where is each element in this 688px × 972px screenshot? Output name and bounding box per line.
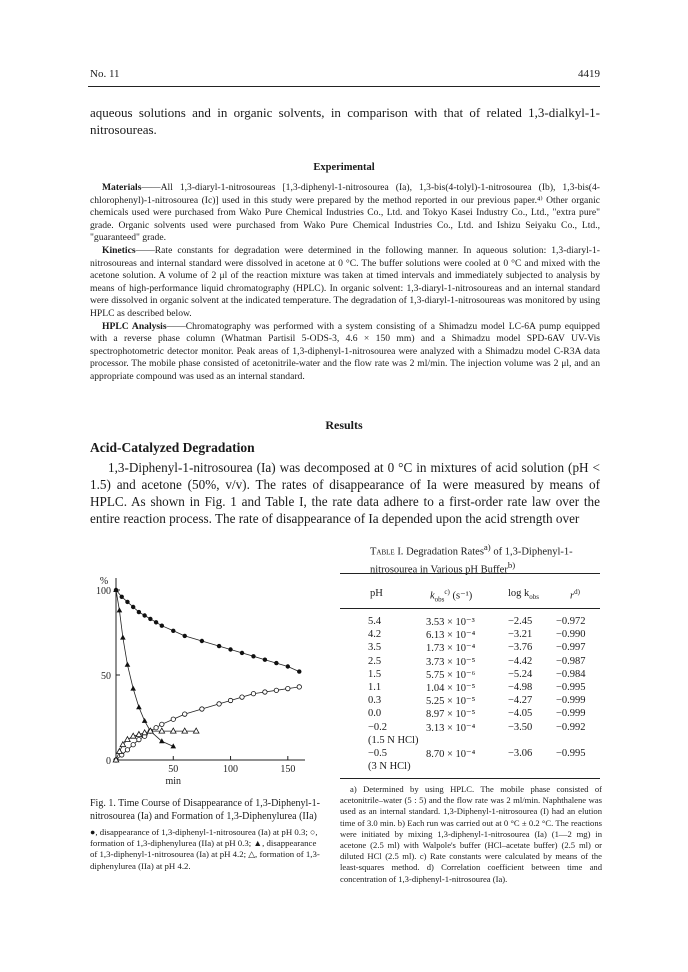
data-point-open-circle (131, 743, 135, 747)
data-point-filled-circle (160, 624, 164, 628)
data-point-filled-triangle (136, 704, 142, 709)
logk-sub: obs (529, 593, 540, 602)
data-point-open-circle (297, 685, 301, 689)
table-cell-logk: −3.21 (508, 629, 533, 641)
table-cell-kobs: 3.13 × 10⁻⁴ (426, 722, 476, 734)
figure-caption-title: Fig. 1. Time Course of Disappearance of 1,3-Diphenyl-1-nitrosourea (Ia) and Formation of 1,3-Diphenylurea (IIa) (90, 798, 320, 822)
table-cell-kobs: 5.75 × 10⁻⁶ (426, 669, 476, 681)
table-caption-sup: a) (483, 542, 491, 552)
table-cell-kobs: 1.73 × 10⁻⁴ (426, 643, 476, 655)
r-symbol: r (570, 590, 575, 602)
table-rule-top (340, 573, 600, 574)
data-point-filled-circle (137, 610, 141, 614)
table-cell-r: −0.999 (556, 708, 586, 720)
data-point-filled-circle (286, 664, 290, 668)
x-tick-label: 50 (168, 764, 179, 775)
table-cell-kobs: 6.13 × 10⁻⁴ (426, 630, 476, 642)
results-text: 1,3-Diphenyl-1-nitrosourea (Ia) was decomposed at 0 °C in mixtures of acid solution (pH < 1.5) and acetone (50%, v/v). The rates of disappearance of Ia were measured by means of HPLC. As shown in Fig. 1 and Table I, the rate data adhere to a first-order rate law over the entire reaction process. The rate of disappearance of Ia depended upon the acid strength over (90, 460, 600, 526)
data-point-open-circle (171, 717, 175, 721)
data-point-filled-circle (217, 644, 221, 648)
table-cell-logk: −3.76 (508, 642, 533, 654)
data-point-filled-circle (297, 669, 301, 673)
data-point-open-circle (125, 748, 129, 752)
data-point-open-circle (137, 737, 141, 741)
data-point-open-triangle (125, 737, 131, 742)
data-point-filled-circle (263, 658, 267, 662)
k-sup: c) (444, 588, 450, 596)
data-point-filled-circle (125, 600, 129, 604)
table-cell-logk: −4.98 (508, 682, 533, 693)
data-point-filled-circle (274, 661, 278, 665)
figure-caption (90, 797, 325, 872)
k-sub: obs (434, 595, 445, 604)
table-cell-ph: −0.5 (368, 748, 388, 759)
y-tick-label: 0 (106, 756, 111, 767)
results-heading: Results (325, 418, 363, 432)
data-point-open-circle (200, 707, 204, 711)
table-cell-kobs: 3.53 × 10⁻³ (426, 617, 475, 628)
hplc-paragraph: HPLC Analysis——Chromatography was performed with a system consisting of a Shimadzu model LC-6A pump equipped with a reverse phase column (Whatman Partisil 5-ODS-3, 4.6 × 150 mm) and a Shimadzu model SPD-6AV UV-Vis spectrophotometric detector monitor. Peak areas of 1,3-diphenyl-1-nitrosourea were analyzed with a Shimadzu model C-R3A data processor. The mobile phase consisted of acetonitrile-water and the flow rate was 2 ml/min. The injection volume was 2 μl, and an appropriate compound was used as an internal standard. (90, 320, 600, 382)
table-cell-ph: 1.1 (368, 682, 382, 693)
col-header-kobs (430, 588, 472, 604)
table-rule-bottom (340, 778, 600, 779)
table-cell-ph: (3 N HCl) (368, 761, 411, 773)
table-notes (340, 784, 602, 885)
data-point-open-circle (160, 722, 164, 726)
data-point-open-triangle (193, 728, 199, 733)
data-point-filled-triangle (142, 718, 148, 723)
data-point-filled-triangle (117, 607, 123, 612)
kinetics-label: Kinetics (102, 244, 136, 256)
header-rule (88, 86, 600, 87)
k-symbol: k (430, 590, 435, 602)
experimental-heading: Experimental (313, 162, 375, 173)
table-cell-logk: −3.50 (508, 721, 533, 733)
data-point-open-triangle (159, 728, 165, 733)
data-point-open-circle (183, 712, 187, 716)
table-cell-r: −0.999 (556, 695, 586, 707)
data-point-filled-circle (171, 629, 175, 633)
table-cell-logk: −4.42 (508, 655, 533, 667)
page-number: 4419 (578, 68, 600, 80)
table-cell-r: −0.987 (556, 655, 586, 667)
data-point-open-triangle (182, 728, 188, 733)
table-cell-r: −0.984 (556, 668, 586, 680)
data-point-filled-circle (120, 595, 124, 599)
table-rule-mid (340, 608, 600, 609)
data-point-filled-circle (131, 605, 135, 609)
data-point-open-circle (228, 698, 232, 702)
materials-paragraph: Materials——All 1,3-diaryl-1-nitrosoureas [1,3-diphenyl-1-nitrosourea (Ia), 1,3-bis(4-tolyl)-1-nitrosourea (Ib), 1,3-bis(4-chlorophenyl)-1-nitrosourea (Ic)] used in this study were prepared by the method reported in our previous paper.⁴⁾ Other organic chemicals used were purchased from Wako Pure Chemical Industries Co., Ltd. and Tokyo Kasei Industry Co., Ltd., "extra pure" grade. Organic solvents used were purchased from Wako Pure Chemical Industries Co., Ltd. and Ishizu Seiyaku Co., Ltd., "guaranteed" grade. (90, 182, 600, 244)
table-cell-kobs: 5.25 × 10⁻⁵ (426, 696, 476, 708)
table-cell-ph: 5.4 (368, 616, 382, 627)
logk-symbol: log k (508, 588, 530, 599)
table-notes-text: a) Determined by using HPLC. The mobile phase consisted of acetonitrile–water (5 : 5) and the flow rate was 2 ml/min. Naphthalene was used as an internal standard. 1,3-Diphenyl-1-nitrosourea (I) had an elution time of 3.0 min. b) Each run was carried out at 0 °C ± 0.2 °C. The reactions were initiated by mixing 1,3-diphenyl-1-nitrosourea (Ia) (1—2 mg) in acetone (2.5 ml) with Walpole's buffer (HCl–acetate buffer) (2.5 ml) or diluted HCl (2.5 ml). c) Rate constants were calculated by means of the least-squares method. d) Correlation coefficient between time and concentration of 1,3-diphenyl-1-nitrosourea (Ia). (340, 784, 602, 884)
col-header-ph: pH (370, 588, 383, 599)
table-cell-logk: −5.24 (508, 668, 533, 680)
table-cell-logk: −3.06 (508, 748, 533, 759)
table-cell-ph: 0.0 (368, 708, 382, 720)
data-point-open-circle (263, 690, 267, 694)
data-point-filled-circle (251, 654, 255, 658)
data-point-filled-circle (154, 620, 158, 624)
data-point-filled-circle (183, 634, 187, 638)
col-header-logk (508, 588, 539, 601)
materials-label: Materials (102, 182, 142, 193)
data-point-filled-circle (200, 639, 204, 643)
data-point-filled-triangle (130, 686, 136, 691)
x-tick-label: 150 (280, 764, 296, 775)
table-cell-ph: 2.5 (368, 655, 382, 667)
data-point-open-circle (154, 726, 158, 730)
data-point-filled-circle (142, 613, 146, 617)
y-axis-label: % (99, 576, 109, 587)
data-point-filled-circle (240, 651, 244, 655)
table-cell-logk: −2.45 (508, 616, 533, 627)
series-curve (116, 687, 299, 760)
results-paragraph (90, 459, 600, 527)
x-tick-label: 100 (223, 764, 239, 775)
acid-degradation-heading: Acid-Catalyzed Degradation (90, 440, 255, 455)
series-curve (116, 731, 196, 760)
data-point-filled-circle (228, 647, 232, 651)
table-cell-r: −0.997 (556, 642, 586, 654)
hplc-text: Chromatography was performed with a system consisting of a Shimadzu model LC-6A pump equipped with a reverse phase column (Whatman Partisil 5-ODS-3, 4.6 × 150 mm) and a Shimadzu model SPD-6AV UV-Vis spectrophotometric detector monitor. Peak areas of 1,3-diphenyl-1-nitrosourea were analyzed with a Shimadzu model C-R3A data processor. The mobile phase consisted of acetonitrile-water and the flow rate was 2 ml/min. The injection volume was 2 μl, and an appropriate compound was used as an internal standard. (90, 320, 600, 382)
intro-paragraph: aqueous solutions and in organic solvents, in comparison with that of related 1,3-dialkyl-1-nitrosoureas. (90, 105, 600, 137)
series-curve (116, 590, 299, 672)
data-point-open-circle (274, 688, 278, 692)
data-point-open-triangle (117, 749, 123, 754)
table-cell-kobs: 8.97 × 10⁻⁵ (426, 709, 476, 721)
table-cell-r: −0.995 (556, 748, 586, 759)
experimental-section (90, 182, 600, 384)
table-cell-r: −0.995 (556, 682, 586, 693)
materials-text: All 1,3-diaryl-1-nitrosoureas [1,3-diphenyl-1-nitrosourea (Ia), 1,3-bis(4-tolyl)-1-nitrosourea (Ib), 1,3-bis(4-chlorophenyl)-1-nitrosourea (Ic)] used in this study were prepared by the method reported in our previous paper.⁴⁾ Other organic chemicals used were purchased from Wako Pure Chemical Industries Co., Ltd. and Tokyo Kasei Industry Co., Ltd., "extra pure" grade. Organic solvents used were purchased from Wako Pure Chemical Industries Co., Ltd. and Ishizu Seiyaku Co., Ltd., "guaranteed" grade. (90, 182, 600, 244)
table-caption-sup2: b) (507, 559, 516, 570)
data-point-filled-triangle (125, 662, 131, 667)
y-tick-label: 100 (96, 586, 111, 597)
kinetics-text: Rate constants for degradation were determined in the following manner. In aqueous solution: 1,3-diaryl-1-nitrosoureas and internal standard were dissolved in acetone at 0 °C. The buffer solutions were cooled at 0 °C and mixed with the acetone solution. A volume of 2 μl of the reaction mixture was taken at timed intervals and immediately subjected to analysis by means of high-performance liquid chromatography (HPLC). In organic solvent: 1,3-diaryl-1-nitrosoureas and an internal standard were dissolved in organic solvent at the indicated temperature. The degradation of 1,3-diaryl-1-nitrosoureas was monitored by using HPLC as described below. (90, 244, 600, 319)
figure-legend: ●, disappearance of 1,3-diphenyl-1-nitrosourea (Ia) at pH 0.3; ○, formation of 1,3-diphenylurea (IIa) at pH 0.3; ▲, disappearance of 1,3-diphenyl-1-nitrosourea (Ia) at pH 4.2; △, formation of 1,3-diphenylurea (IIa) at pH 4.2. (90, 827, 320, 871)
hplc-label: HPLC Analysis (102, 320, 167, 332)
data-point-open-circle (240, 695, 244, 699)
table-cell-ph: −0.2 (368, 721, 388, 733)
table-cell-kobs: 1.04 × 10⁻⁵ (426, 683, 476, 694)
data-point-open-circle (286, 686, 290, 690)
table-cell-r: −0.990 (556, 629, 586, 641)
table-cell-r: −0.992 (556, 721, 586, 733)
table-cell-ph: (1.5 N HCl) (368, 734, 419, 746)
data-point-open-circle (251, 692, 255, 696)
table-cell-kobs: 8.70 × 10⁻⁴ (426, 749, 476, 760)
data-point-filled-circle (148, 617, 152, 621)
table-caption-text: Degradation Rates (406, 546, 484, 558)
x-axis-label: min (165, 776, 182, 787)
col-header-r (570, 588, 580, 602)
table-cell-logk: −4.05 (508, 708, 533, 720)
r-sup: d) (574, 588, 580, 596)
table-cell-logk: −4.27 (508, 695, 533, 707)
table-cell-ph: 1.5 (368, 668, 382, 680)
table-cell-ph: 4.2 (368, 629, 382, 641)
table-cell-ph: 3.5 (368, 642, 382, 654)
table-cell-kobs: 3.73 × 10⁻⁵ (426, 656, 476, 668)
data-point-open-triangle (170, 728, 176, 733)
data-point-open-circle (217, 702, 221, 706)
table-label: Table I. (370, 546, 404, 558)
journal-issue: No. 11 (90, 68, 120, 80)
table-caption (370, 541, 600, 576)
figure-1-chart (90, 560, 330, 790)
k-unit: (s⁻¹) (449, 590, 473, 602)
data-point-filled-triangle (120, 635, 126, 640)
y-tick-label: 50 (101, 671, 111, 682)
kinetics-paragraph: Kinetics——Rate constants for degradation were determined in the following manner. In aqueous solution: 1,3-diaryl-1-nitrosoureas and internal standard were dissolved in acetone at 0 °C. The buffer solutions were cooled at 0 °C and mixed with the acetone solution. A volume of 2 μl of the reaction mixture was taken at timed intervals and immediately subjected to analysis by means of high-performance liquid chromatography (HPLC). In organic solvent: 1,3-diaryl-1-nitrosoureas and an internal standard were dissolved in organic solvent at the indicated temperature. The degradation of 1,3-diaryl-1-nitrosoureas was monitored by using HPLC as described below. (90, 244, 600, 319)
table-cell-r: −0.972 (556, 616, 586, 627)
table-caption-rest: of 1,3-Diphenyl-1-nitrosourea in Various pH Buffer (370, 546, 573, 575)
table-cell-ph: 0.3 (368, 695, 382, 707)
